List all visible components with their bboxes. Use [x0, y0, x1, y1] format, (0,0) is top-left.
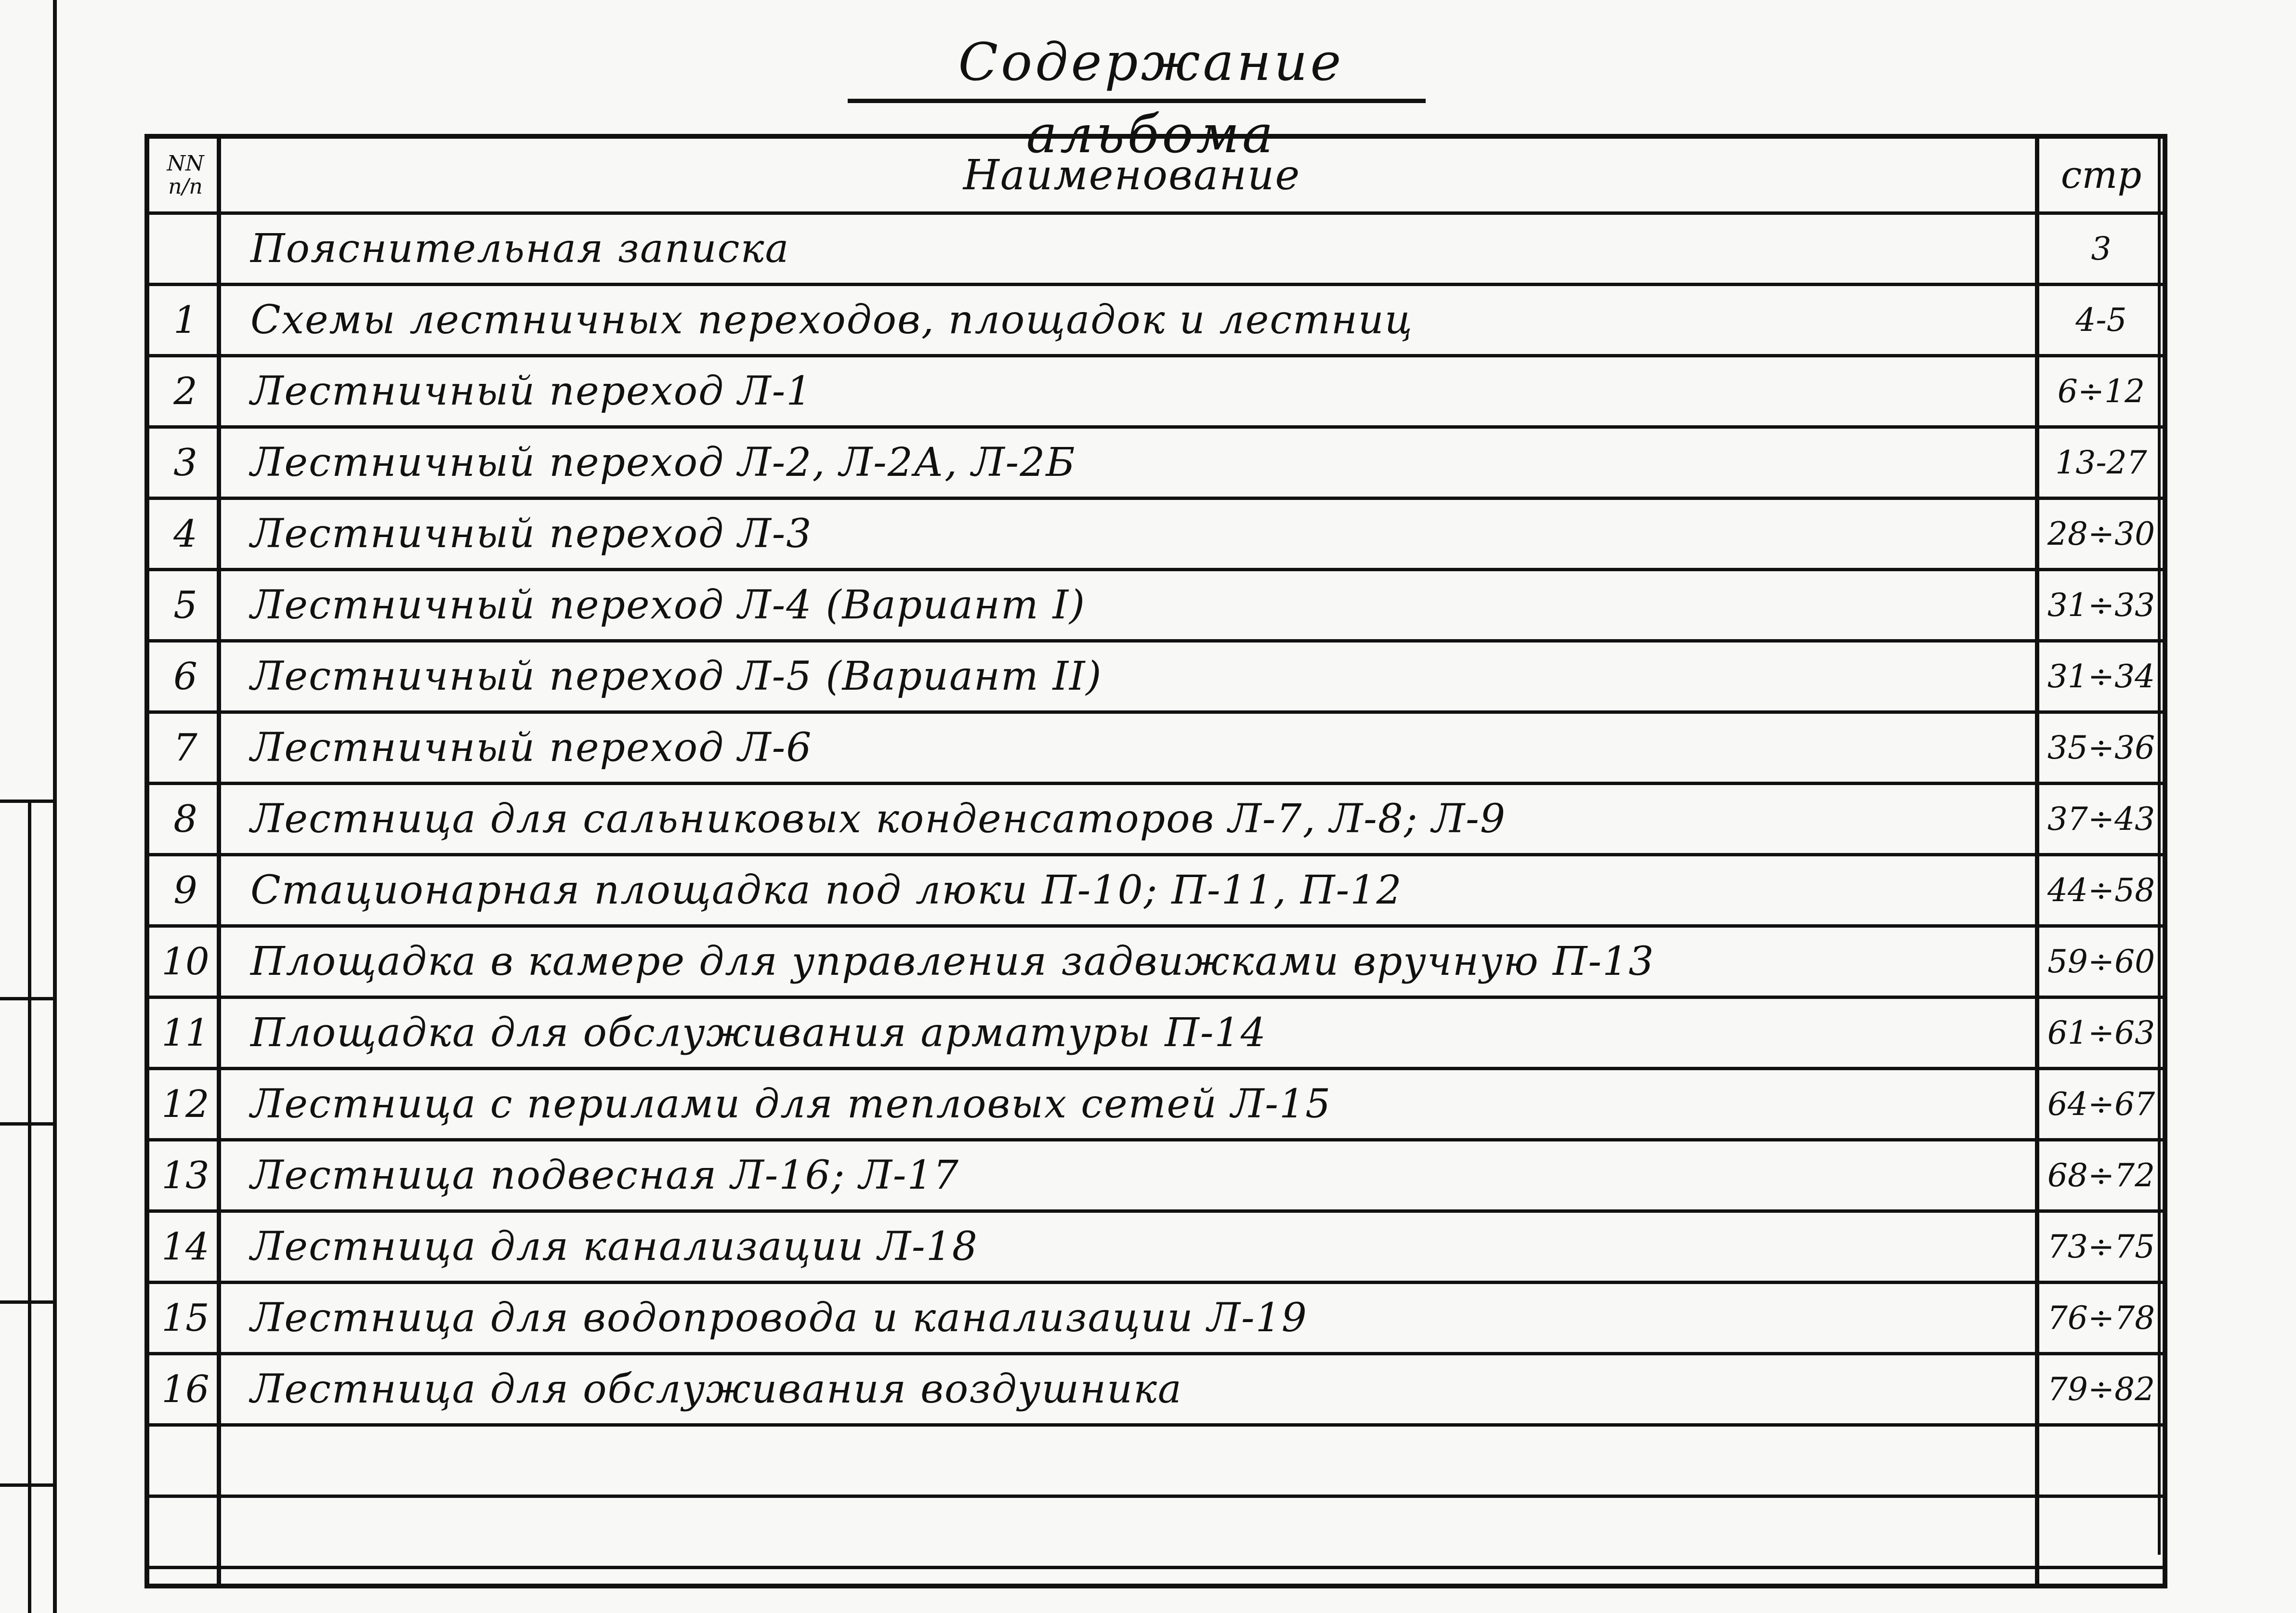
row-number: [149, 215, 222, 283]
row-number: 8: [173, 797, 197, 841]
row-page: 4-5: [2075, 302, 2127, 339]
row-name: Площадка в камере для управления задвижками вручную П-13: [250, 939, 1655, 984]
row-page: [2040, 1427, 2163, 1495]
contents-table: [144, 134, 2167, 1588]
row-name: Пояснительная записка: [250, 226, 790, 272]
row-page: 13-27: [2055, 444, 2147, 481]
table-row: [149, 643, 2163, 714]
row-name: Лестничный переход Л-1: [250, 368, 813, 414]
table-row: [149, 928, 2163, 999]
row-name: Лестничный переход Л-6: [250, 725, 813, 771]
row-number: 15: [161, 1296, 210, 1340]
row-page: 35÷36: [2047, 729, 2155, 766]
row-page: 3: [2091, 230, 2112, 267]
table-row: [149, 429, 2163, 500]
row-name: Лестница с перилами для тепловых сетей Л-15: [250, 1081, 1332, 1127]
row-number: [149, 1427, 222, 1495]
row-number: 10: [161, 940, 210, 984]
header-number-line1: NN: [167, 151, 204, 176]
row-number: 16: [161, 1367, 210, 1411]
table-row: [149, 571, 2163, 643]
row-name: Площадка для обслуживания арматуры П-14: [250, 1010, 1267, 1056]
table-row: [149, 999, 2163, 1070]
table-row: [149, 500, 2163, 571]
row-name: Лестница для обслуживания воздушника: [250, 1366, 1182, 1412]
row-number: 14: [161, 1225, 210, 1269]
row-page: [2040, 1498, 2163, 1566]
table-row: [149, 1284, 2163, 1355]
row-number: 7: [173, 726, 197, 770]
margin-stub-divider: [28, 800, 31, 1613]
title-underline: [848, 99, 1426, 103]
row-page: 31÷34: [2047, 658, 2155, 695]
table-row-empty: [149, 1498, 2163, 1569]
row-number: 5: [173, 583, 197, 627]
row-name: Лестничный переход Л-3: [250, 511, 813, 557]
row-page: 44÷58: [2047, 872, 2155, 909]
row-name: Лестничный переход Л-4 (Вариант I): [250, 582, 1086, 628]
margin-stub-line: [0, 1483, 53, 1487]
row-page: 31÷33: [2047, 587, 2155, 624]
table-row: [149, 1355, 2163, 1427]
header-number-line2: п/п: [168, 174, 203, 199]
header-number-cell: [149, 139, 222, 211]
margin-stub-line: [0, 1300, 53, 1304]
row-number: 11: [161, 1011, 210, 1055]
row-page: 64÷67: [2047, 1086, 2155, 1123]
header-page-cell: стр: [2060, 153, 2142, 197]
table-row: [149, 856, 2163, 928]
row-page: 28÷30: [2047, 515, 2155, 552]
table-row: [149, 1213, 2163, 1284]
margin-stub-line: [0, 800, 53, 803]
row-name: Лестница для сальниковых конденсаторов Л-7, Л-8; Л-9: [250, 796, 1507, 842]
row-number: 3: [173, 441, 197, 485]
table-row: [149, 785, 2163, 856]
row-name: Лестница для водопровода и канализации Л-19: [250, 1295, 1308, 1341]
header-name-cell: Наименование: [963, 151, 1301, 199]
row-name: Стационарная площадка под люки П-10; П-11, П-12: [250, 867, 1403, 913]
table-row: [149, 714, 2163, 785]
margin-stub-line: [0, 997, 53, 1000]
row-number: [149, 1498, 222, 1566]
row-name: [231, 1427, 2033, 1495]
table-row: [149, 1141, 2163, 1213]
margin-stub-line: [0, 1122, 53, 1126]
row-name: Лестничный переход Л-2, Л-2А, Л-2Б: [250, 440, 1076, 485]
binding-margin-line: [53, 0, 57, 1613]
row-page: 61÷63: [2047, 1014, 2155, 1051]
table-row: [149, 357, 2163, 429]
album-title: Содержание альбома: [958, 32, 1344, 165]
row-name: Лестничный переход Л-5 (Вариант II): [250, 654, 1102, 699]
row-page: 79÷82: [2047, 1371, 2155, 1408]
table-row: [149, 1070, 2163, 1141]
row-page: 68÷72: [2047, 1157, 2155, 1194]
table-row: [149, 286, 2163, 357]
row-number: 4: [173, 512, 197, 556]
row-name: Лестница подвесная Л-16; Л-17: [250, 1153, 959, 1198]
row-number: 12: [161, 1082, 210, 1126]
row-name: Схемы лестничных переходов, площадок и лестниц: [250, 297, 1413, 343]
row-number: 6: [173, 655, 197, 698]
table-header-row: [149, 139, 2163, 215]
table-row: [149, 215, 2163, 286]
row-name: Лестница для канализации Л-18: [250, 1224, 978, 1270]
row-page: 73÷75: [2047, 1228, 2155, 1265]
row-number: 2: [173, 369, 197, 413]
row-page: 37÷43: [2047, 800, 2155, 838]
row-number: 13: [161, 1154, 210, 1197]
row-number: 9: [173, 868, 197, 912]
row-page: 76÷78: [2047, 1299, 2155, 1337]
row-page: 59÷60: [2047, 943, 2155, 980]
row-number: 1: [173, 298, 197, 342]
row-name: [231, 1498, 2033, 1566]
row-page: 6÷12: [2057, 373, 2145, 410]
table-row-empty: [149, 1427, 2163, 1498]
